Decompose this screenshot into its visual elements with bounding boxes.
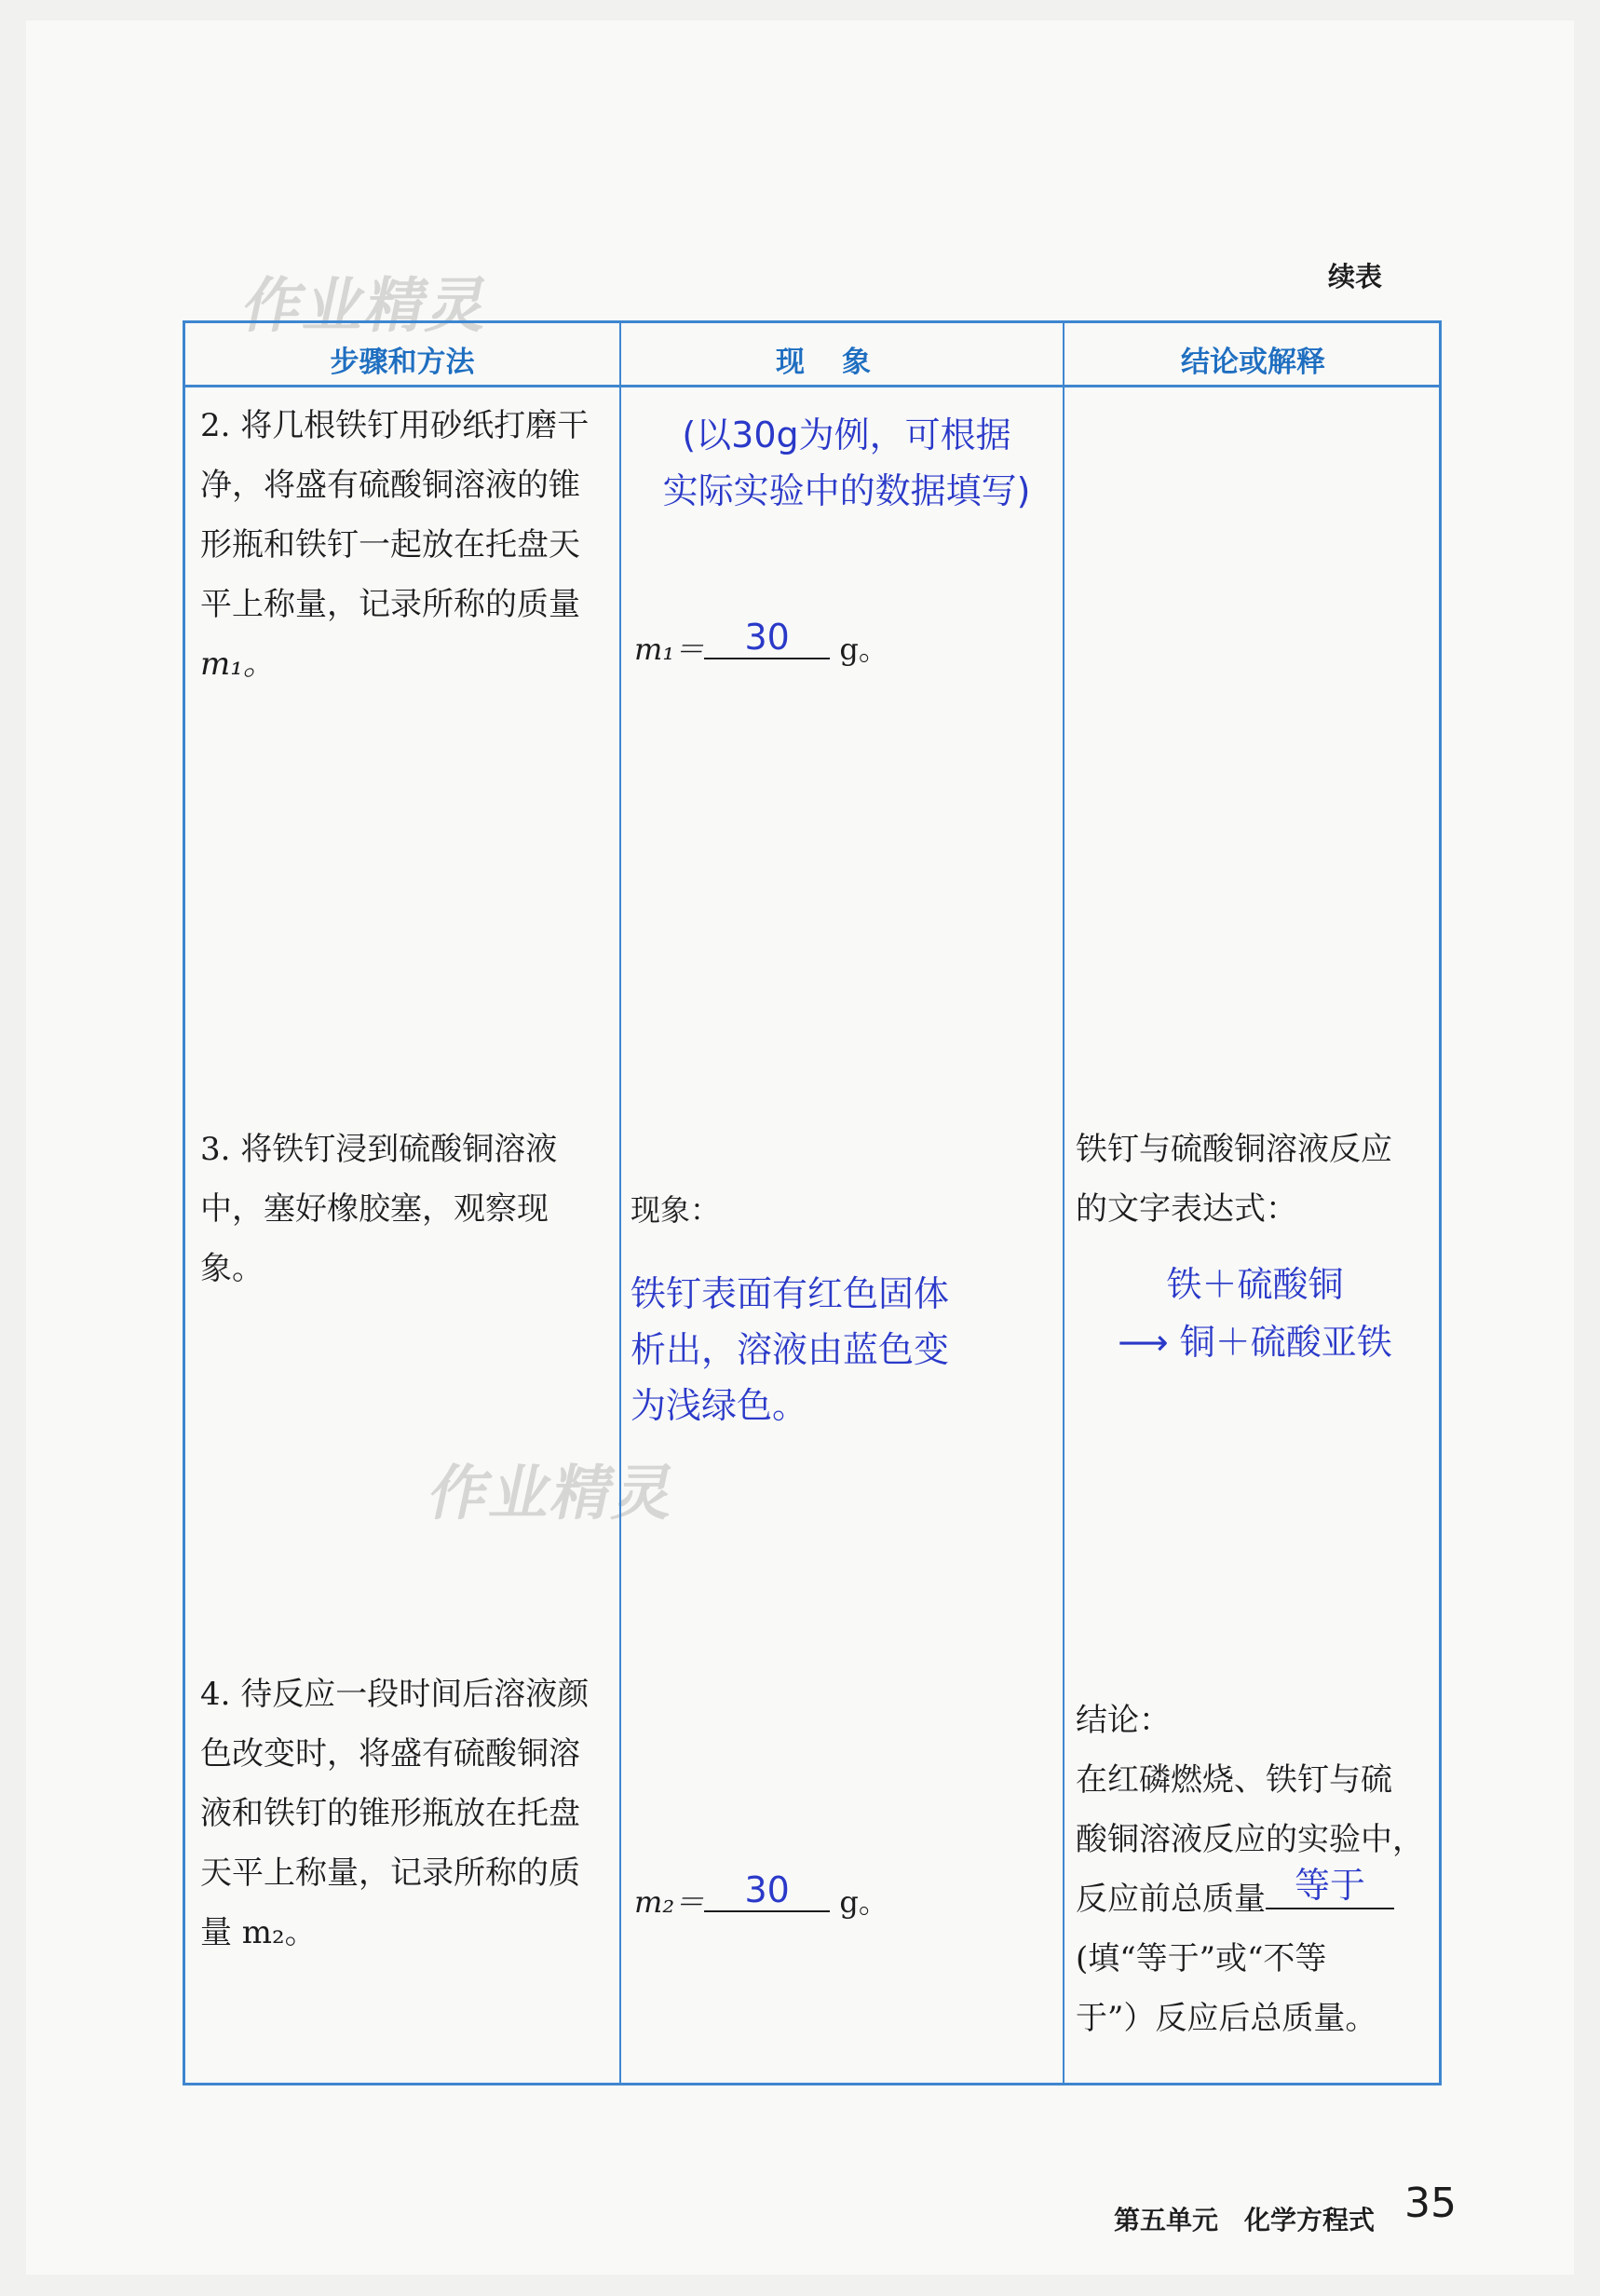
phenomenon-line: 为浅绿色。	[631, 1385, 808, 1426]
step-line: 色改变时，将盛有硫酸铜溶	[200, 1735, 580, 1773]
m2-value: 30	[744, 1869, 790, 1910]
step-line: m₁。	[200, 645, 275, 683]
note-line: (以30g为例，可根据	[682, 414, 1011, 455]
conclusion-line: (填“等于”或“不等	[1076, 1940, 1327, 1977]
page-number: 35	[1404, 2180, 1457, 2227]
conclusion-line: 于”）反应后总质量。	[1076, 2000, 1377, 2037]
header-phenomenon: 现象	[776, 346, 908, 379]
header-conclusion: 结论或解释	[1181, 346, 1325, 379]
step-line: 净，将盛有硫酸铜溶液的锥	[200, 467, 580, 504]
step-line: 中，塞好橡胶塞，观察现象。	[200, 1190, 549, 1287]
unit-title: 第五单元 化学方程式	[1114, 2205, 1376, 2235]
m1-label: m₁＝	[634, 632, 705, 667]
conclusion-line: 酸铜溶液反应的实验中，	[1076, 1821, 1424, 1858]
blank-prefix: 反应前总质量	[1076, 1881, 1266, 1918]
conclusion-line: 在红磷燃烧、铁钉与硫	[1076, 1761, 1392, 1799]
step-2	[200, 396, 610, 694]
note-line: 实际实验中的数据填写)	[662, 470, 1031, 511]
handwritten-note	[632, 407, 1061, 519]
m1-blank[interactable]	[704, 617, 830, 659]
watermark: 作业精灵	[422, 1460, 684, 1528]
step-4	[200, 1664, 610, 1963]
unit-label: g。	[839, 1884, 888, 1920]
header-divider	[185, 385, 1439, 387]
header-steps: 步骤和方法	[330, 346, 475, 379]
handwritten-phenomenon	[631, 1266, 1059, 1433]
unit-label: g。	[839, 632, 888, 667]
word-equation-line-2: ⟶ 铜＋硫酸亚铁	[1118, 1322, 1392, 1363]
word-equation-line-1: 铁＋硫酸铜	[1166, 1264, 1344, 1305]
phenomenon-line: 铁钉表面有红色固体	[631, 1273, 950, 1314]
step-line: 平上称量，记录所称的质量	[200, 586, 580, 623]
step-line: 4. 待反应一段时间后溶液颜	[200, 1676, 590, 1713]
conclusion-line: 铁钉与硫酸铜溶液反应	[1076, 1131, 1392, 1168]
phenomenon-line: 析出，溶液由蓝色变	[631, 1329, 950, 1370]
m2-row	[634, 1869, 888, 1932]
step-line: 液和铁钉的锥形瓶放在托盘	[200, 1795, 580, 1832]
conclusion-4	[1076, 1750, 1434, 2048]
step-line: 3. 将铁钉浸到硫酸铜溶液	[200, 1131, 558, 1168]
step-line: 形瓶和铁钉一起放在托盘天	[200, 526, 580, 564]
step-line: 量 m₂。	[200, 1914, 317, 1951]
m2-label: m₂＝	[634, 1884, 705, 1920]
equality-answer: 等于	[1294, 1865, 1365, 1906]
step-line: 天平上称量，记录所称的质	[200, 1854, 580, 1892]
m1-value: 30	[744, 617, 790, 658]
conclusion-3	[1076, 1120, 1434, 1239]
page	[26, 20, 1574, 2275]
watermark: 作业精灵	[236, 272, 497, 341]
conclusion-line: 的文字表达式：	[1076, 1190, 1297, 1228]
m1-row	[634, 619, 888, 679]
conclusion-4-label: 结论：	[1076, 1702, 1171, 1739]
experiment-table	[183, 320, 1442, 2085]
column-divider	[1063, 323, 1064, 2083]
m2-blank[interactable]	[704, 1869, 830, 1912]
step-line: 2. 将几根铁钉用砂纸打磨干	[200, 407, 590, 444]
continued-table-label: 续表	[1328, 261, 1383, 292]
equality-blank[interactable]	[1266, 1865, 1394, 1909]
column-divider	[619, 323, 621, 2083]
phenomenon-label: 现象：	[631, 1192, 721, 1228]
conclusion-blank-row	[1076, 1865, 1434, 1929]
step-3	[200, 1120, 610, 1298]
